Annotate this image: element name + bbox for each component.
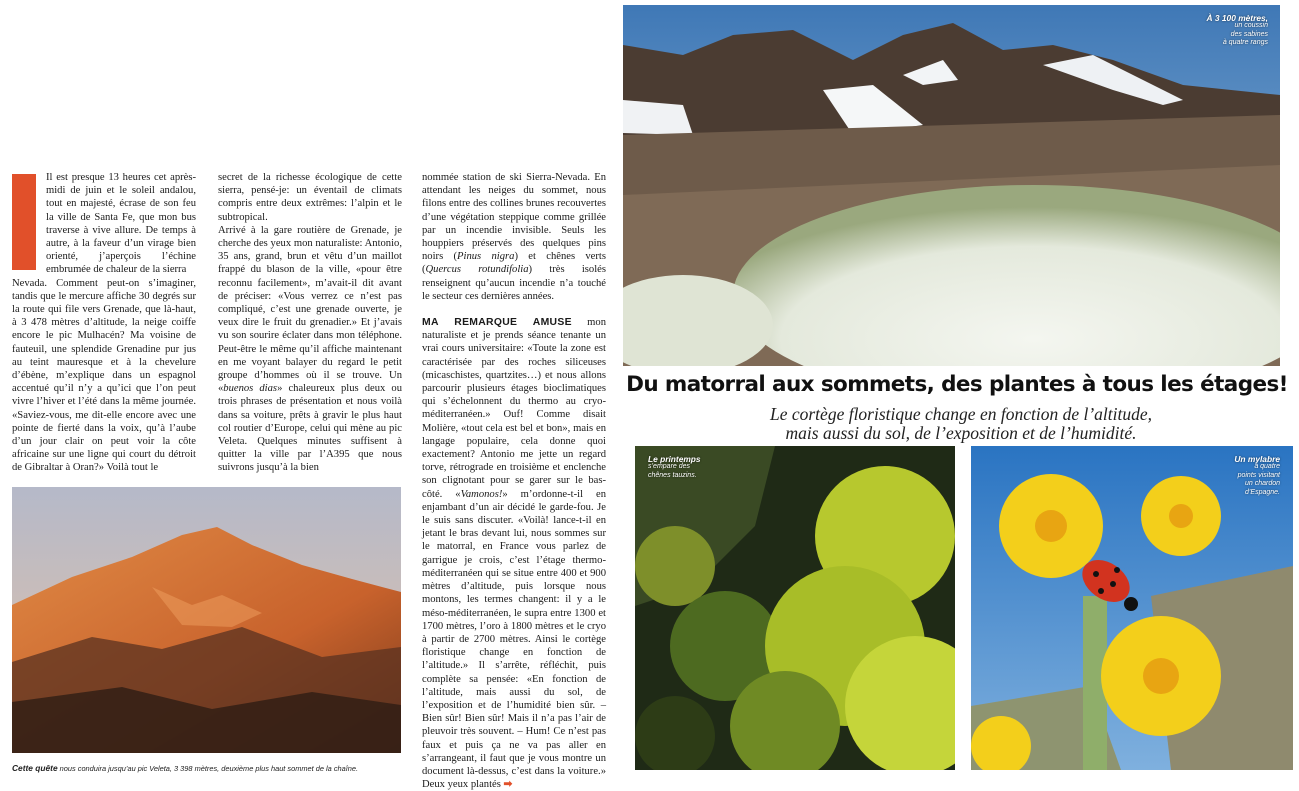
spring-caption-title: Le printemps: [648, 454, 701, 464]
column-3-text-a: nommée station de ski Sierra-Nevada. En attendant les neiges du sommet, nous filons entre des collines brunes recouvertes d’une végétation steppique comme grillée par un incendie invisible. Seuls les houppiers préservés des quelques pins noirs (: [422, 172, 606, 263]
feature-headline: Du matorral aux sommets, des plantes à tous les étages!: [626, 372, 1288, 397]
spring-caption-line: s’empare des: [648, 463, 691, 471]
summit-cushion-image: [623, 5, 1280, 366]
column-3-text-d: mon naturaliste et je prends séance tenante un vrai cours universitaire: «Toute la zone est caractérisée par des roches siliceuses (micaschistes, quartzites…) et nous allons parcourir plusieurs étages bioclimatiques qui s’échelonnent du thermo au cryo-méditerranéen.» Ouf! Comme disait Molière, «tout cela est bel et bon», mais en langage populaire, cela donne quoi exactement? Antonio me jette un regard torve, rétrograde en troisième et enclenche son clignotant pour se garer sur le bas-côté. «: [422, 317, 606, 500]
summit-photo: [623, 5, 1280, 366]
caption-bold: Cette quête: [12, 763, 58, 773]
spring-photo-caption: [648, 455, 738, 480]
summit-caption-title: À 3 100 mètres,: [1206, 13, 1268, 23]
mylabre-caption-line: à quatre: [1254, 463, 1280, 471]
column-3-text-c: ) très isolés renseignent qu’aucun incendie n’a touché le secteur ces dernières années.: [422, 264, 606, 302]
caption-text: nous conduira jusqu’au pic Veleta, 3 398 mètres, deuxième plus haut sommet de la chaîne.: [57, 764, 359, 773]
feature-subhead-line-1: Le cortège floristique change en fonction de l’altitude,: [769, 404, 1152, 424]
mylabre-photo-caption: [1198, 455, 1280, 497]
column-1-opening: [12, 171, 196, 277]
feature-subhead-line-2: mais aussi du sol, de l’exposition et de l’humidité.: [785, 423, 1137, 443]
article-column-2: [218, 171, 402, 475]
article-column-1: [12, 171, 196, 475]
mylabre-caption-line: un chardon: [1244, 480, 1280, 488]
column-3-italic-1: Pinus nigra: [457, 251, 515, 263]
column-2-text-a: secret de la richesse écologique de cette sierra, pensé-je: un éventail de climats compris entre deux extrêmes: l’alpin et le subtropical.: [218, 172, 402, 223]
article-column-3: [422, 171, 606, 791]
veleta-mountain-image: [12, 487, 401, 753]
column-3-italic-3: Vamonos!: [460, 488, 503, 500]
column-3-text-b: ) et chênes verts (: [422, 251, 606, 276]
summit-caption-line: un coussin: [1234, 22, 1268, 30]
spring-caption-line: chênes tauzins.: [648, 471, 697, 479]
column-2-paragraph: [218, 224, 402, 475]
dropcap-letter: I: [46, 172, 50, 183]
summit-photo-caption: [1196, 14, 1268, 48]
mylabre-caption-line: points visitant: [1237, 471, 1280, 479]
continue-arrow-icon: ➡: [503, 779, 513, 791]
feature-subhead: [636, 405, 1286, 443]
summit-caption-line: des sabines: [1230, 30, 1268, 38]
mylabre-caption-title: Un mylabre: [1234, 454, 1280, 464]
column-2-text-b: Arrivé à la gare routière de Grenade, je cherche des yeux mon naturaliste: Antonio, 35 ans, grand, brun et vêtu d’un maillot frappé du blason de la ville, «pour être reconnu facilement», m’avait-il dit avant de préciser: «Vous verrez ce n’est pas compliqué, c’est une grenade ouverte, je veux dire le fruit du grenadier.» Et j’avais vu son sourire éclater dans mon téléphone. Peut-être le même qu’il affiche maintenant en me voyant balayer du regard le petit groupe d’hommes où il se trouve. Un «: [218, 224, 402, 395]
section-kicker: MA REMARQUE AMUSE: [422, 317, 572, 329]
veleta-photo-caption: [12, 763, 358, 773]
column-3-text-e: » m’ordonne-t-il en enjambant d’un air décidé le garde-fou. Je le suis sans discuter. «Voilà! lance-t-il en jetant le bras devant lui, nous sommes sur le matorral, en France vous parlez de garrigue je crois, c’est l’étage thermo-méditerranéen qui se situe entre 400 et 900 mètres d’altitude, puis lorsque nous montons, les termes changent: il y a le méso-méditerranéen, le supra entre 1300 et 1700 mètres, l’oro à 1800 mètres et le cryo à partir de 2700 mètres. Ainsi le cortège floristique change en fonction de l’altitude.» Il s’arrête, réfléchit, puis complète sa pensée: «En fonction de l’altitude, mais aussi du sol, de l’exposition et de l’humidité bien sûr. – Bien sûr! Bien sûr! Mais il n’a pas l’air de pleuvoir très souvent. – Hum! Ce n’est pas faux et puis ça ne va pas aller en s’arrangeant, il faut que je vous montre un document là-dessus, c’est dans la voiture.» Deux yeux plantés: [422, 488, 606, 791]
summit-caption-line: à quatre rangs: [1222, 39, 1268, 47]
column-2-italic-1: buenos dias: [223, 383, 278, 395]
column-3-italic-2: Quercus rotundifolia: [425, 264, 529, 276]
column-1-text-b: Nevada. Comment peut-on s’imaginer, tandis que le mercure affiche 30 degrés sur la route qui file vers Grenade, que là-haut, à 3 478 mètres d’altitude, la neige coiffe encore le pic Mulhacén? Ma voisine de fauteuil, une splendide Grenadine pur jus au teint mauresque et à la chevelure d’ébène, m’explique dans un espagnol accentué qu’il n’y a qu’ici que l’on peut vivre l’hiver et l’été dans la même journée. «Saviez-vous, me dit-elle encore avec une pointe de fierté dans la voix, qu’à l’aube d’un jour clair on peut voir la côte africaine sur une ligne qui court du détroit de Gibraltar à Oran?» Voilà tout le: [12, 277, 196, 474]
column-1-text-a: l est presque 13 heures cet après-midi de juin et le soleil andalou, tout en majesté, écrase de son feu la ville de Santa Fe, que mon bus traverse à vive allure. De temps à autre, à la faveur d’un virage bien orienté, j’aperçois l’échine embrumée de chaleur de la sierra: [46, 172, 196, 276]
column-3-paragraph-1: [422, 171, 606, 303]
spring-oak-photo: [635, 446, 955, 770]
veleta-photo: [12, 487, 401, 753]
spring-oak-image: [635, 446, 955, 770]
column-3-paragraph-2: [422, 316, 606, 791]
mylabre-caption-line: d’Espagne.: [1244, 488, 1280, 496]
column-2-text-c: » chaleureux plus deux ou trois phrases de présentation et nous voilà dans sa voiture, prêts à gravir le plus haut col routier d’Europe, celui qui mène au pic Veleta. Quelques minutes suffisent à quitter la ville par l’A395 que nous suivrons jusqu’à la bien: [218, 383, 402, 474]
